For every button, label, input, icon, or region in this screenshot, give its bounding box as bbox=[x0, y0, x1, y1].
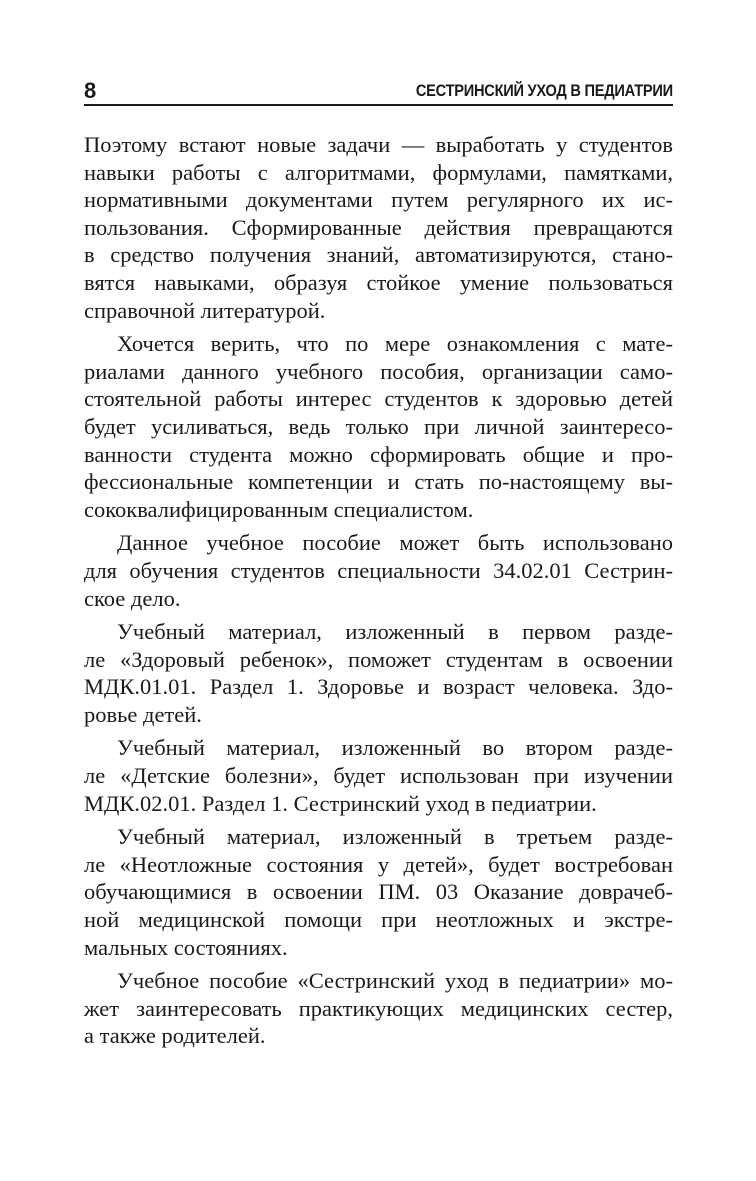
text-line: Учебный материал, изложенный в первом разде- bbox=[117, 619, 673, 645]
running-header bbox=[84, 78, 673, 106]
text-line: в средство получения знаний, автоматизируются, стано- bbox=[84, 242, 673, 268]
paragraph bbox=[84, 967, 673, 1050]
text-line: МДК.01.01. Раздел 1. Здоровье и возраст человека. Здо- bbox=[84, 674, 673, 700]
text-line: а также родителей. bbox=[84, 1023, 266, 1049]
paragraph bbox=[84, 131, 673, 324]
text-line: Учебный материал, изложенный в третьем разде- bbox=[117, 824, 673, 850]
text-line: Хочется верить, что по мере ознакомления с мате- bbox=[117, 331, 673, 357]
running-title: СЕСТРИНСКИЙ УХОД В ПЕДИАТРИИ bbox=[415, 81, 673, 100]
text-line: Учебное пособие «Сестринский уход в педиатрии» мо- bbox=[117, 968, 673, 994]
text-line: ле «Здоровый ребенок», поможет студентам в освоении bbox=[84, 646, 673, 672]
text-line: нормативными документами путем регулярного их ис- bbox=[84, 187, 673, 213]
text-line: ле «Детские болезни», будет использован при изучении bbox=[84, 763, 673, 789]
paragraph bbox=[84, 823, 673, 961]
text-line: обучающимися в освоении ПМ. 03 Оказание доврачеб- bbox=[84, 879, 673, 905]
text-line: вятся навыками, образуя стойкое умение пользоваться bbox=[84, 269, 673, 295]
text-line: фессиональные компетенции и стать по-настоящему вы- bbox=[84, 469, 673, 495]
header-rule bbox=[84, 104, 673, 106]
text-line: ной медицинской помощи при неотложных и экстре- bbox=[84, 907, 673, 933]
text-line: Учебный материал, изложенный во втором разде- bbox=[117, 735, 673, 761]
page-number: 8 bbox=[84, 78, 97, 103]
text-line: мальных состояниях. bbox=[84, 934, 288, 960]
text-line: навыки работы с алгоритмами, формулами, памятками, bbox=[84, 159, 673, 185]
paragraph bbox=[84, 618, 673, 728]
paragraph bbox=[84, 330, 673, 523]
text-line: риалами данного учебного пособия, организации само- bbox=[84, 358, 673, 384]
text-line: будет усиливаться, ведь только при личной заинтересо- bbox=[84, 413, 673, 439]
text-line: справочной литературой. bbox=[84, 297, 326, 323]
paragraph bbox=[84, 529, 673, 612]
text-line: стоятельной работы интерес студентов к здоровью детей bbox=[84, 386, 673, 412]
text-line: для обучения студентов специальности 34.02.01 Сестрин- bbox=[84, 557, 673, 583]
text-line: пользования. Сформированные действия превращаются bbox=[84, 214, 673, 240]
text-line: ровье детей. bbox=[84, 701, 202, 727]
text-line: Данное учебное пособие может быть использовано bbox=[117, 530, 673, 556]
body-text bbox=[84, 131, 673, 1050]
text-line: МДК.02.01. Раздел 1. Сестринский уход в педиатрии. bbox=[84, 790, 597, 816]
text-line: ванности студента можно сформировать общие и про- bbox=[84, 441, 673, 467]
text-line: жет заинтересовать практикующих медицинских сестер, bbox=[84, 995, 673, 1021]
text-line: ское дело. bbox=[84, 585, 181, 611]
paragraph bbox=[84, 734, 673, 817]
text-line: Поэтому встают новые задачи — выработать у студентов bbox=[84, 132, 673, 157]
text-line: сококвалифицированным специалистом. bbox=[84, 496, 474, 522]
text-line: ле «Неотложные состояния у детей», будет востребован bbox=[84, 851, 673, 877]
